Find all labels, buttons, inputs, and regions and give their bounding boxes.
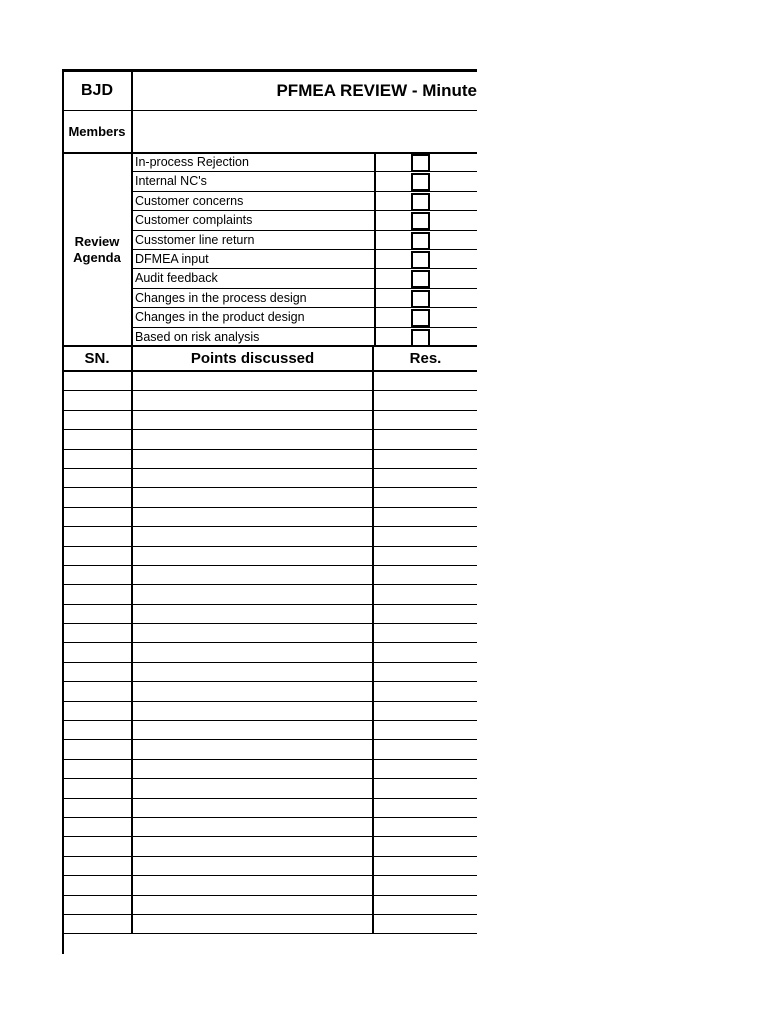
res-cell[interactable] <box>374 411 477 429</box>
res-cell[interactable] <box>374 740 477 758</box>
points-discussed-cell[interactable] <box>133 760 374 778</box>
agenda-item-label: Audit feedback <box>135 271 218 286</box>
header-row <box>63 72 477 111</box>
sn-cell[interactable] <box>63 740 133 758</box>
agenda-item-checkbox[interactable] <box>411 251 430 269</box>
members-row <box>63 111 477 154</box>
table-row <box>63 682 477 701</box>
agenda-column-divider <box>374 192 376 210</box>
table-row <box>63 566 477 585</box>
points-discussed-cell[interactable] <box>133 450 374 468</box>
points-discussed-cell[interactable] <box>133 508 374 526</box>
points-discussed-cell[interactable] <box>133 818 374 836</box>
table-row <box>63 469 477 488</box>
sn-cell[interactable] <box>63 837 133 855</box>
table-row <box>63 508 477 527</box>
agenda-item-checkbox[interactable] <box>411 329 430 347</box>
sheet-title: PFMEA REVIEW - Minute <box>276 81 477 100</box>
agenda-item <box>133 328 477 347</box>
table-row <box>63 585 477 604</box>
agenda-column-divider <box>374 289 376 307</box>
res-cell[interactable] <box>374 643 477 661</box>
sn-cell[interactable] <box>63 624 133 642</box>
agenda-column-divider <box>374 211 376 229</box>
sn-cell[interactable] <box>63 702 133 720</box>
points-discussed-cell[interactable] <box>133 411 374 429</box>
table-row <box>63 702 477 721</box>
points-discussed-cell[interactable] <box>133 896 374 914</box>
points-discussed-cell[interactable] <box>133 372 374 390</box>
agenda-item <box>133 308 477 327</box>
sn-cell[interactable] <box>63 566 133 584</box>
points-discussed-cell[interactable] <box>133 682 374 700</box>
res-cell[interactable] <box>374 566 477 584</box>
points-discussed-cell[interactable] <box>133 915 374 933</box>
sn-cell[interactable] <box>63 469 133 487</box>
res-cell[interactable] <box>374 818 477 836</box>
agenda-item-checkbox[interactable] <box>411 173 430 191</box>
sn-cell[interactable] <box>63 547 133 565</box>
agenda-item <box>133 269 477 288</box>
agenda-item-label: Customer concerns <box>135 193 244 208</box>
points-discussed-cell[interactable] <box>133 721 374 739</box>
table-row <box>63 721 477 740</box>
points-discussed-cell[interactable] <box>133 624 374 642</box>
res-cell[interactable] <box>374 585 477 603</box>
res-cell[interactable] <box>374 450 477 468</box>
res-cell[interactable] <box>374 915 477 933</box>
res-cell[interactable] <box>374 760 477 778</box>
points-discussed-cell[interactable] <box>133 702 374 720</box>
agenda-item-checkbox[interactable] <box>411 270 430 288</box>
points-discussed-cell[interactable] <box>133 585 374 603</box>
sn-cell[interactable] <box>63 876 133 894</box>
res-cell[interactable] <box>374 624 477 642</box>
points-discussed-cell[interactable] <box>133 488 374 506</box>
agenda-item <box>133 211 477 230</box>
table-row <box>63 876 477 895</box>
members-label: Members <box>63 111 133 152</box>
table-row <box>63 527 477 546</box>
sn-cell[interactable] <box>63 857 133 875</box>
table-row <box>63 896 477 915</box>
agenda-item-checkbox[interactable] <box>411 232 430 250</box>
agenda-column-divider <box>374 269 376 287</box>
agenda-item-label: Changes in the product design <box>135 310 305 325</box>
agenda-item <box>133 231 477 250</box>
table-row <box>63 643 477 662</box>
agenda-item <box>133 289 477 308</box>
res-cell[interactable] <box>374 663 477 681</box>
res-cell[interactable] <box>374 857 477 875</box>
table-row <box>63 391 477 410</box>
res-cell[interactable] <box>374 469 477 487</box>
res-cell[interactable] <box>374 372 477 390</box>
points-discussed-cell[interactable] <box>133 857 374 875</box>
sn-cell[interactable] <box>63 450 133 468</box>
agenda-item-label: DFMEA input <box>135 252 209 266</box>
table-row <box>63 915 477 934</box>
sn-cell[interactable] <box>63 508 133 526</box>
agenda-item-label: Based on risk analysis <box>135 329 260 344</box>
review-agenda-label: Review Agenda <box>63 153 133 347</box>
table-row <box>63 547 477 566</box>
sn-cell[interactable] <box>63 430 133 448</box>
sn-cell[interactable] <box>63 585 133 603</box>
table-row <box>63 372 477 391</box>
res-cell[interactable] <box>374 799 477 817</box>
points-discussed-cell[interactable] <box>133 547 374 565</box>
agenda-item-label: Customer complaints <box>135 213 253 228</box>
points-discussed-cell[interactable] <box>133 799 374 817</box>
res-cell[interactable] <box>374 508 477 526</box>
sn-cell[interactable] <box>63 488 133 506</box>
table-row <box>63 740 477 759</box>
sn-cell[interactable] <box>63 663 133 681</box>
sn-cell[interactable] <box>63 643 133 661</box>
res-cell[interactable] <box>374 391 477 409</box>
points-discussed-cell[interactable] <box>133 740 374 758</box>
sn-cell[interactable] <box>63 799 133 817</box>
sn-cell[interactable] <box>63 760 133 778</box>
points-discussed-cell[interactable] <box>133 605 374 623</box>
res-cell[interactable] <box>374 430 477 448</box>
members-field[interactable] <box>133 111 477 152</box>
res-cell[interactable] <box>374 488 477 506</box>
agenda-item-label: Changes in the process design <box>135 290 307 305</box>
points-discussed-cell[interactable] <box>133 643 374 661</box>
table-row <box>63 624 477 643</box>
agenda-column-divider <box>374 308 376 326</box>
table-row <box>63 760 477 779</box>
table-row <box>63 818 477 837</box>
res-cell[interactable] <box>374 896 477 914</box>
sn-cell[interactable] <box>63 915 133 933</box>
points-discussed-cell[interactable] <box>133 837 374 855</box>
res-cell[interactable] <box>374 837 477 855</box>
minutes-table-body <box>63 372 477 934</box>
sn-cell[interactable] <box>63 896 133 914</box>
table-row <box>63 663 477 682</box>
sn-cell[interactable] <box>63 411 133 429</box>
table-row <box>63 837 477 856</box>
agenda-column-divider <box>374 328 376 347</box>
table-row <box>63 488 477 507</box>
table-row <box>63 799 477 818</box>
sn-cell[interactable] <box>63 372 133 390</box>
sn-cell[interactable] <box>63 605 133 623</box>
table-row <box>63 857 477 876</box>
table-row <box>63 411 477 430</box>
agenda-column-divider <box>374 231 376 249</box>
agenda-item-label: Internal NC's <box>135 174 207 189</box>
sn-cell[interactable] <box>63 779 133 797</box>
points-discussed-cell[interactable] <box>133 876 374 894</box>
table-row <box>63 430 477 449</box>
res-cell[interactable] <box>374 682 477 700</box>
agenda-item <box>133 172 477 191</box>
points-discussed-cell[interactable] <box>133 566 374 584</box>
review-agenda-block <box>63 153 477 347</box>
agenda-item-label: Cusstomer line return <box>135 232 255 247</box>
agenda-column-divider <box>374 172 376 190</box>
sn-cell[interactable] <box>63 391 133 409</box>
sn-cell[interactable] <box>63 682 133 700</box>
res-cell[interactable] <box>374 876 477 894</box>
res-cell[interactable] <box>374 721 477 739</box>
company-name: BJD <box>63 72 133 110</box>
agenda-item-checkbox[interactable] <box>411 212 430 230</box>
agenda-item <box>133 153 477 172</box>
agenda-item-label: In-process Rejection <box>135 155 249 169</box>
column-header-sn: SN. <box>63 347 133 370</box>
points-discussed-cell[interactable] <box>133 430 374 448</box>
agenda-item <box>133 192 477 211</box>
agenda-column-divider <box>374 153 376 171</box>
sn-cell[interactable] <box>63 527 133 545</box>
agenda-item-checkbox[interactable] <box>411 309 430 327</box>
agenda-column-divider <box>374 250 376 268</box>
res-cell[interactable] <box>374 605 477 623</box>
table-header-row <box>63 347 477 372</box>
points-discussed-cell[interactable] <box>133 527 374 545</box>
column-header-points-discussed: Points discussed <box>133 347 374 370</box>
points-discussed-cell[interactable] <box>133 663 374 681</box>
res-cell[interactable] <box>374 547 477 565</box>
agenda-item <box>133 250 477 269</box>
res-cell[interactable] <box>374 702 477 720</box>
sn-cell[interactable] <box>63 721 133 739</box>
table-row <box>63 605 477 624</box>
sn-cell[interactable] <box>63 818 133 836</box>
points-discussed-cell[interactable] <box>133 779 374 797</box>
table-row <box>63 779 477 798</box>
points-discussed-cell[interactable] <box>133 391 374 409</box>
points-discussed-cell[interactable] <box>133 469 374 487</box>
table-row <box>63 450 477 469</box>
res-cell[interactable] <box>374 779 477 797</box>
column-header-res: Res. <box>409 350 442 367</box>
res-cell[interactable] <box>374 527 477 545</box>
agenda-item-checkbox[interactable] <box>411 290 430 308</box>
agenda-item-checkbox[interactable] <box>411 154 430 172</box>
agenda-item-checkbox[interactable] <box>411 193 430 211</box>
